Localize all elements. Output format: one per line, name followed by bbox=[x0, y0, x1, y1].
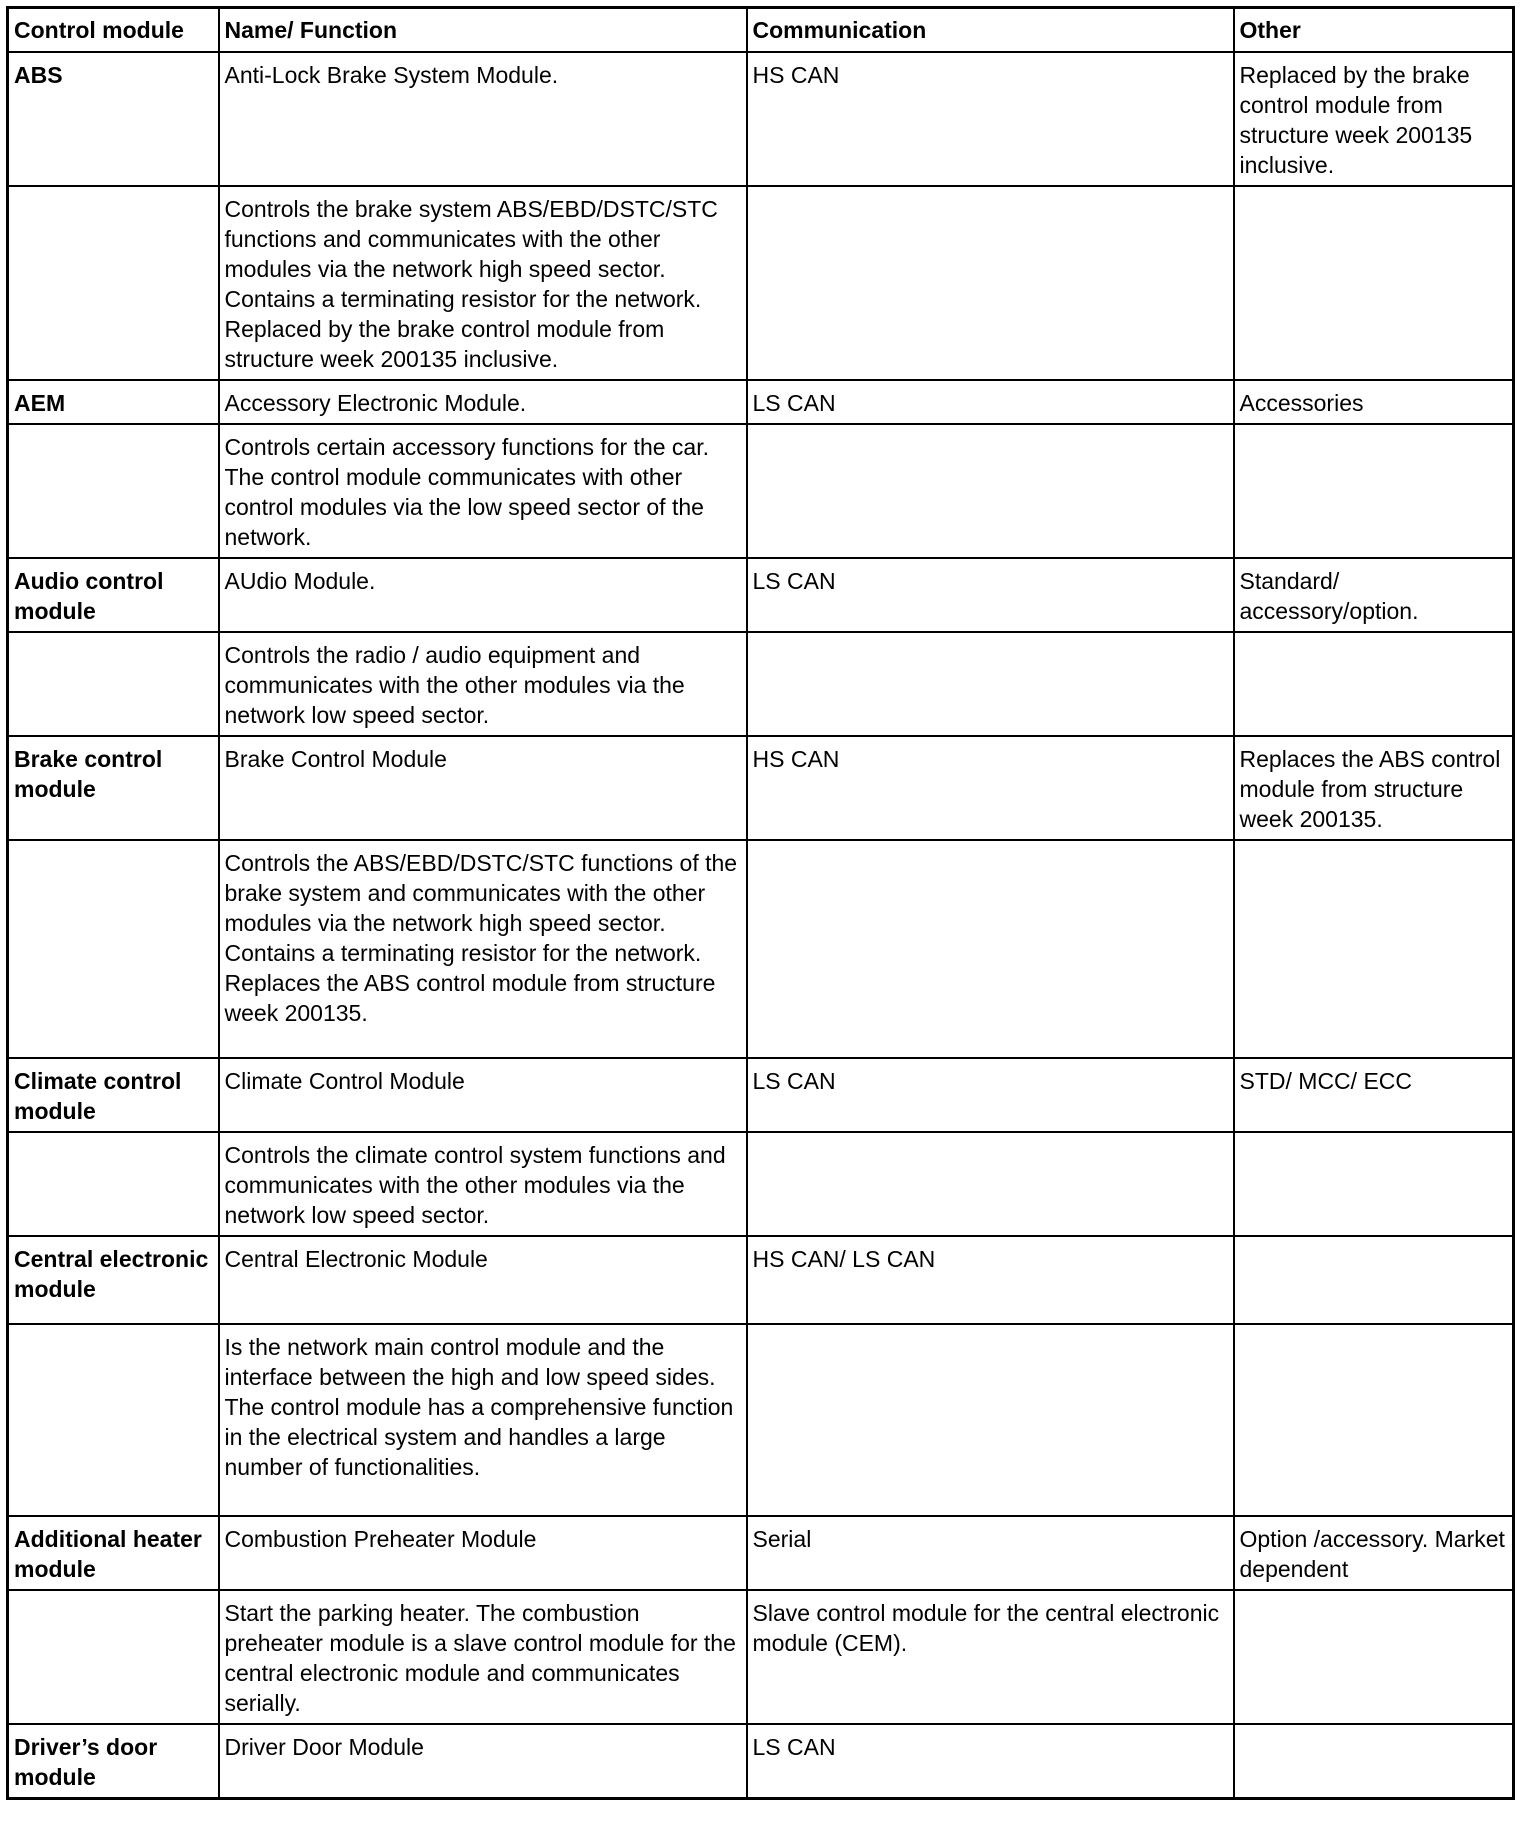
description-other-cell bbox=[1234, 424, 1514, 558]
module-cell-empty bbox=[8, 840, 219, 1058]
other-cell bbox=[1234, 1236, 1514, 1324]
table-row bbox=[8, 558, 1514, 632]
header-other: Other bbox=[1234, 8, 1514, 53]
description-cell: Start the parking heater. The combustion preheater module is a slave control module for the central electronic module and communicates serially. bbox=[219, 1590, 747, 1724]
module-cell: Driver’s door module bbox=[8, 1724, 219, 1799]
table-row-description bbox=[8, 632, 1514, 736]
header-communication: Communication bbox=[747, 8, 1234, 53]
description-communication-cell bbox=[747, 1132, 1234, 1236]
description-other-cell bbox=[1234, 186, 1514, 380]
other-cell: Accessories bbox=[1234, 380, 1514, 424]
header-control-module: Control module bbox=[8, 8, 219, 53]
name-cell: Combustion Preheater Module bbox=[219, 1516, 747, 1590]
table-row-description bbox=[8, 840, 1514, 1058]
module-cell-empty bbox=[8, 186, 219, 380]
description-cell: Controls the ABS/EBD/DSTC/STC functions of the brake system and communicates with the other modules via the network high speed sector. Contains a terminating resistor for the network. Replaces the ABS control module from structure week 200135. bbox=[219, 840, 747, 1058]
module-cell: Additional heater module bbox=[8, 1516, 219, 1590]
description-communication-cell: Slave control module for the central electronic module (CEM). bbox=[747, 1590, 1234, 1724]
description-communication-cell bbox=[747, 632, 1234, 736]
description-communication-cell bbox=[747, 186, 1234, 380]
module-cell-empty bbox=[8, 1324, 219, 1516]
table-row-description bbox=[8, 1590, 1514, 1724]
name-cell: Central Electronic Module bbox=[219, 1236, 747, 1324]
module-cell-empty bbox=[8, 1590, 219, 1724]
communication-cell: HS CAN bbox=[747, 52, 1234, 186]
communication-cell: HS CAN bbox=[747, 736, 1234, 840]
name-cell: Driver Door Module bbox=[219, 1724, 747, 1799]
description-cell: Controls the radio / audio equipment and communicates with the other modules via the network low speed sector. bbox=[219, 632, 747, 736]
description-other-cell bbox=[1234, 1132, 1514, 1236]
module-cell-empty bbox=[8, 424, 219, 558]
communication-cell: LS CAN bbox=[747, 380, 1234, 424]
module-cell: Brake control module bbox=[8, 736, 219, 840]
module-cell-empty bbox=[8, 1132, 219, 1236]
module-cell: Central electronic module bbox=[8, 1236, 219, 1324]
table-row bbox=[8, 1058, 1514, 1132]
other-cell: Replaces the ABS control module from structure week 200135. bbox=[1234, 736, 1514, 840]
description-communication-cell bbox=[747, 840, 1234, 1058]
table-row-description bbox=[8, 186, 1514, 380]
table-row bbox=[8, 1236, 1514, 1324]
module-cell: AEM bbox=[8, 380, 219, 424]
table-row bbox=[8, 380, 1514, 424]
description-other-cell bbox=[1234, 1324, 1514, 1516]
description-other-cell bbox=[1234, 840, 1514, 1058]
table-row bbox=[8, 52, 1514, 186]
table-row-description bbox=[8, 424, 1514, 558]
communication-cell: HS CAN/ LS CAN bbox=[747, 1236, 1234, 1324]
header-name-function: Name/ Function bbox=[219, 8, 747, 53]
table-row bbox=[8, 1724, 1514, 1799]
control-module-table bbox=[6, 6, 1515, 1800]
name-cell: Accessory Electronic Module. bbox=[219, 380, 747, 424]
name-cell: Anti-Lock Brake System Module. bbox=[219, 52, 747, 186]
name-cell: Brake Control Module bbox=[219, 736, 747, 840]
module-cell-empty bbox=[8, 632, 219, 736]
communication-cell: Serial bbox=[747, 1516, 1234, 1590]
other-cell: Option /accessory. Market dependent bbox=[1234, 1516, 1514, 1590]
table-row-description bbox=[8, 1324, 1514, 1516]
other-cell: Replaced by the brake control module from structure week 200135 inclusive. bbox=[1234, 52, 1514, 186]
communication-cell: LS CAN bbox=[747, 558, 1234, 632]
description-communication-cell bbox=[747, 1324, 1234, 1516]
description-cell: Is the network main control module and the interface between the high and low speed sides. The control module has a comprehensive function in the electrical system and handles a large number of functionalities. bbox=[219, 1324, 747, 1516]
module-cell: Audio control module bbox=[8, 558, 219, 632]
table-row-description bbox=[8, 1132, 1514, 1236]
name-cell: AUdio Module. bbox=[219, 558, 747, 632]
table-header-row bbox=[8, 8, 1514, 53]
other-cell bbox=[1234, 1724, 1514, 1799]
description-cell: Controls certain accessory functions for the car. The control module communicates with other control modules via the low speed sector of the network. bbox=[219, 424, 747, 558]
name-cell: Climate Control Module bbox=[219, 1058, 747, 1132]
communication-cell: LS CAN bbox=[747, 1724, 1234, 1799]
other-cell: STD/ MCC/ ECC bbox=[1234, 1058, 1514, 1132]
table-row bbox=[8, 736, 1514, 840]
description-communication-cell bbox=[747, 424, 1234, 558]
module-cell: Climate control module bbox=[8, 1058, 219, 1132]
module-cell: ABS bbox=[8, 52, 219, 186]
description-cell: Controls the brake system ABS/EBD/DSTC/STC functions and communicates with the other modules via the network high speed sector. Contains a terminating resistor for the network. Replaced by the brake control module from structure week 200135 inclusive. bbox=[219, 186, 747, 380]
description-other-cell bbox=[1234, 1590, 1514, 1724]
table-row bbox=[8, 1516, 1514, 1590]
communication-cell: LS CAN bbox=[747, 1058, 1234, 1132]
other-cell: Standard/ accessory/option. bbox=[1234, 558, 1514, 632]
description-cell: Controls the climate control system functions and communicates with the other modules via the network low speed sector. bbox=[219, 1132, 747, 1236]
description-other-cell bbox=[1234, 632, 1514, 736]
